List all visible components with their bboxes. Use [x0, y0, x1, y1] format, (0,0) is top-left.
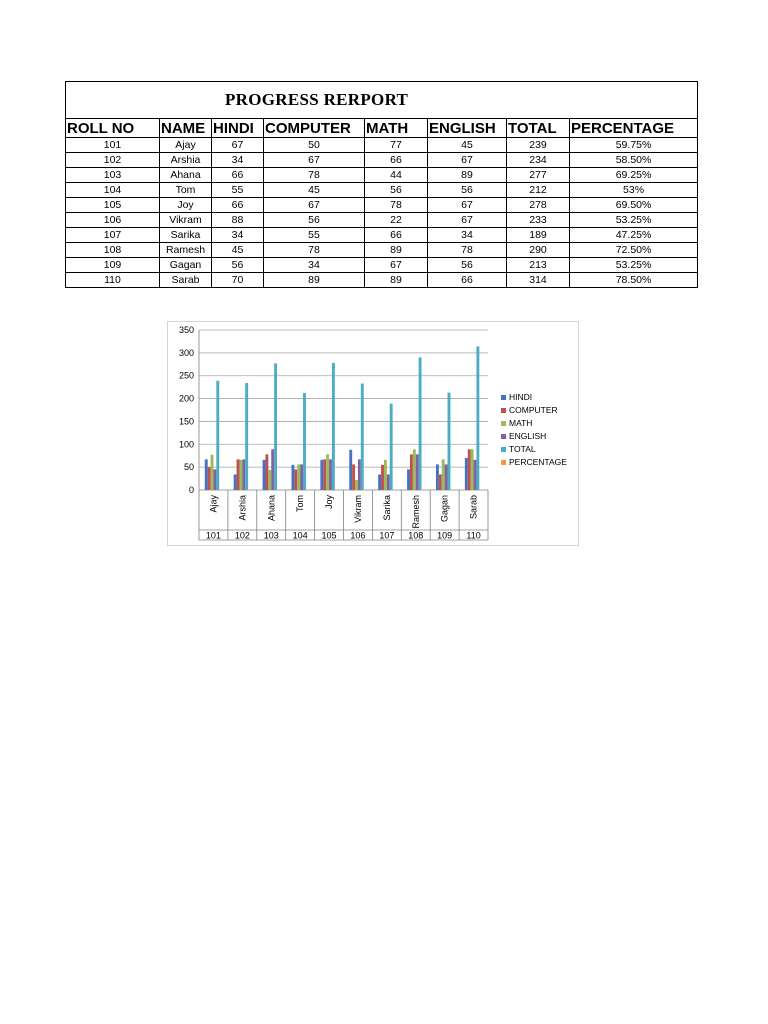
cell-computer: 89	[264, 273, 365, 288]
x-group-label: 104	[292, 530, 308, 541]
bar-computer-ramesh	[410, 454, 413, 490]
cell-english: 67	[428, 153, 507, 168]
bar-total-sarika	[390, 404, 393, 490]
bar-math-vikram	[355, 480, 358, 490]
cell-percentage: 69.50%	[570, 198, 698, 213]
bar-math-gagan	[442, 459, 445, 490]
x-category-label: Ramesh	[410, 495, 421, 529]
bar-english-arshia	[242, 459, 245, 490]
cell-computer: 67	[264, 198, 365, 213]
x-category-label: Vikram	[352, 495, 363, 523]
bar-hindi-vikram	[349, 450, 352, 490]
bar-computer-sarika	[381, 465, 384, 490]
cell-english: 56	[428, 258, 507, 273]
cell-name: Sarab	[160, 273, 212, 288]
cell-total: 278	[507, 198, 570, 213]
cell-math: 22	[365, 213, 428, 228]
table-row	[66, 198, 698, 213]
bar-english-sarika	[387, 474, 390, 490]
table-row	[66, 138, 698, 153]
report-title-cell	[66, 82, 698, 119]
x-category-label: Ahana	[266, 495, 277, 522]
bar-total-sarab	[476, 346, 479, 490]
table-row	[66, 273, 698, 288]
header-english: ENGLISH	[428, 119, 507, 138]
x-category-label: Arshia	[237, 495, 248, 521]
cell-total: 189	[507, 228, 570, 243]
cell-english: 78	[428, 243, 507, 258]
y-tick-label: 200	[178, 393, 194, 404]
bar-english-ajay	[213, 469, 216, 490]
legend-label-hindi: HINDI	[509, 392, 533, 402]
bar-math-tom	[297, 464, 300, 490]
cell-name: Joy	[160, 198, 212, 213]
cell-computer: 67	[264, 153, 365, 168]
legend-label-total: TOTAL	[509, 444, 536, 454]
cell-roll-no: 109	[66, 258, 160, 273]
report-title: PROGRESS RERPORT	[225, 90, 409, 109]
table-row	[66, 213, 698, 228]
bar-math-joy	[326, 454, 329, 490]
bar-hindi-arshia	[234, 474, 237, 490]
bar-computer-tom	[294, 469, 297, 490]
bar-total-ajay	[216, 381, 219, 490]
cell-hindi: 67	[212, 138, 264, 153]
header-name: NAME	[160, 119, 212, 138]
cell-roll-no: 104	[66, 183, 160, 198]
cell-computer: 78	[264, 168, 365, 183]
x-category-label: Tom	[295, 495, 306, 513]
cell-percentage: 59.75%	[570, 138, 698, 153]
bar-total-tom	[303, 393, 306, 490]
bar-english-ramesh	[416, 454, 419, 490]
table-row	[66, 258, 698, 273]
header-percentage: PERCENTAGE	[570, 119, 698, 138]
cell-percentage: 53.25%	[570, 258, 698, 273]
legend-swatch-math	[501, 421, 506, 426]
bar-computer-gagan	[439, 474, 442, 490]
cell-percentage: 53.25%	[570, 213, 698, 228]
legend-swatch-total	[501, 447, 506, 452]
x-group-label: 103	[263, 530, 279, 541]
legend-label-percentage: PERCENTAGE	[509, 457, 567, 467]
x-group-label: 107	[379, 530, 395, 541]
bar-math-sarika	[384, 460, 387, 490]
table-row	[66, 228, 698, 243]
x-category-label: Gagan	[439, 495, 450, 523]
cell-english: 67	[428, 213, 507, 228]
cell-english: 66	[428, 273, 507, 288]
table-row	[66, 168, 698, 183]
table-row	[66, 153, 698, 168]
cell-roll-no: 105	[66, 198, 160, 213]
bar-computer-joy	[323, 459, 326, 490]
table-row	[66, 183, 698, 198]
cell-percentage: 53%	[570, 183, 698, 198]
cell-math: 89	[365, 243, 428, 258]
x-group-label: 110	[466, 530, 481, 541]
header-hindi: HINDI	[212, 119, 264, 138]
y-tick-label: 50	[183, 462, 194, 473]
bar-computer-ajay	[208, 467, 211, 490]
cell-name: Tom	[160, 183, 212, 198]
bar-hindi-tom	[291, 465, 294, 490]
cell-computer: 78	[264, 243, 365, 258]
cell-hindi: 56	[212, 258, 264, 273]
x-group-label: 108	[408, 530, 424, 541]
x-category-label: Joy	[324, 495, 335, 510]
x-category-label: Ajay	[208, 495, 219, 513]
cell-percentage: 58.50%	[570, 153, 698, 168]
cell-hindi: 70	[212, 273, 264, 288]
cell-roll-no: 101	[66, 138, 160, 153]
cell-computer: 50	[264, 138, 365, 153]
cell-math: 67	[365, 258, 428, 273]
cell-total: 234	[507, 153, 570, 168]
header-roll-no: ROLL NO	[66, 119, 160, 138]
legend-swatch-hindi	[501, 395, 506, 400]
cell-total: 290	[507, 243, 570, 258]
cell-percentage: 78.50%	[570, 273, 698, 288]
y-tick-label: 150	[178, 416, 194, 427]
bar-english-vikram	[358, 459, 361, 490]
cell-name: Ajay	[160, 138, 212, 153]
bar-total-joy	[332, 363, 335, 490]
legend-swatch-computer	[501, 408, 506, 413]
cell-name: Sarika	[160, 228, 212, 243]
cell-hindi: 55	[212, 183, 264, 198]
bar-english-ahana	[271, 449, 274, 490]
bar-total-arshia	[245, 383, 248, 490]
bar-hindi-ahana	[263, 460, 266, 490]
y-tick-label: 250	[178, 370, 194, 381]
cell-name: Gagan	[160, 258, 212, 273]
x-group-label: 102	[234, 530, 250, 541]
cell-total: 314	[507, 273, 570, 288]
header-math: MATH	[365, 119, 428, 138]
bar-total-gagan	[448, 393, 451, 490]
cell-english: 67	[428, 198, 507, 213]
bar-computer-arshia	[237, 459, 240, 490]
cell-english: 56	[428, 183, 507, 198]
bar-hindi-sarika	[378, 474, 381, 490]
cell-percentage: 47.25%	[570, 228, 698, 243]
x-group-label: 101	[205, 530, 221, 541]
cell-english: 89	[428, 168, 507, 183]
cell-roll-no: 107	[66, 228, 160, 243]
cell-math: 77	[365, 138, 428, 153]
cell-hindi: 34	[212, 228, 264, 243]
x-category-label: Sarika	[381, 495, 392, 521]
cell-total: 233	[507, 213, 570, 228]
legend-label-english: ENGLISH	[509, 431, 547, 441]
cell-total: 277	[507, 168, 570, 183]
cell-math: 66	[365, 153, 428, 168]
bar-hindi-ramesh	[407, 469, 410, 490]
table-row	[66, 243, 698, 258]
header-computer: COMPUTER	[264, 119, 365, 138]
progress-report-table	[65, 81, 698, 288]
cell-total: 239	[507, 138, 570, 153]
cell-name: Ramesh	[160, 243, 212, 258]
bar-total-ramesh	[419, 357, 422, 490]
legend-swatch-english	[501, 434, 506, 439]
cell-hindi: 66	[212, 198, 264, 213]
header-total: TOTAL	[507, 119, 570, 138]
cell-math: 56	[365, 183, 428, 198]
bar-english-joy	[329, 459, 332, 490]
bar-english-tom	[300, 464, 303, 490]
cell-computer: 34	[264, 258, 365, 273]
legend-label-math: MATH	[509, 418, 533, 428]
bar-hindi-gagan	[436, 464, 439, 490]
cell-hindi: 88	[212, 213, 264, 228]
bar-math-sarab	[471, 449, 474, 490]
cell-roll-no: 106	[66, 213, 160, 228]
cell-computer: 45	[264, 183, 365, 198]
bar-english-gagan	[445, 464, 448, 490]
cell-hindi: 66	[212, 168, 264, 183]
bar-hindi-ajay	[205, 459, 208, 490]
cell-roll-no: 110	[66, 273, 160, 288]
cell-english: 45	[428, 138, 507, 153]
bar-math-arshia	[239, 460, 242, 490]
cell-math: 89	[365, 273, 428, 288]
cell-roll-no: 108	[66, 243, 160, 258]
y-tick-label: 0	[188, 485, 194, 495]
bar-math-ramesh	[413, 449, 416, 490]
cell-computer: 56	[264, 213, 365, 228]
x-group-label: 105	[321, 530, 337, 541]
cell-math: 78	[365, 198, 428, 213]
marks-chart-svg	[168, 322, 578, 545]
x-group-label: 109	[437, 530, 453, 541]
cell-total: 212	[507, 183, 570, 198]
cell-hindi: 34	[212, 153, 264, 168]
cell-name: Ahana	[160, 168, 212, 183]
x-group-label: 106	[350, 530, 366, 541]
table-header-row	[66, 119, 698, 138]
bar-math-ahana	[268, 470, 271, 490]
bar-english-sarab	[474, 460, 477, 490]
legend-label-computer: COMPUTER	[509, 405, 558, 415]
cell-english: 34	[428, 228, 507, 243]
cell-total: 213	[507, 258, 570, 273]
y-tick-label: 350	[178, 325, 194, 335]
bar-hindi-joy	[320, 460, 323, 490]
bar-total-ahana	[274, 363, 277, 490]
cell-roll-no: 103	[66, 168, 160, 183]
x-category-label: Sarab	[468, 495, 479, 520]
cell-computer: 55	[264, 228, 365, 243]
bar-math-ajay	[211, 455, 214, 490]
cell-math: 44	[365, 168, 428, 183]
bar-computer-vikram	[352, 464, 355, 490]
cell-roll-no: 102	[66, 153, 160, 168]
cell-percentage: 69.25%	[570, 168, 698, 183]
cell-name: Vikram	[160, 213, 212, 228]
cell-hindi: 45	[212, 243, 264, 258]
y-tick-label: 300	[178, 347, 194, 358]
cell-math: 66	[365, 228, 428, 243]
legend-swatch-percentage	[501, 460, 506, 465]
marks-chart	[167, 321, 579, 546]
bar-computer-ahana	[265, 454, 268, 490]
cell-percentage: 72.50%	[570, 243, 698, 258]
cell-name: Arshia	[160, 153, 212, 168]
bar-hindi-sarab	[465, 458, 468, 490]
bar-total-vikram	[361, 383, 364, 490]
bar-computer-sarab	[468, 449, 471, 490]
y-tick-label: 100	[178, 439, 194, 450]
